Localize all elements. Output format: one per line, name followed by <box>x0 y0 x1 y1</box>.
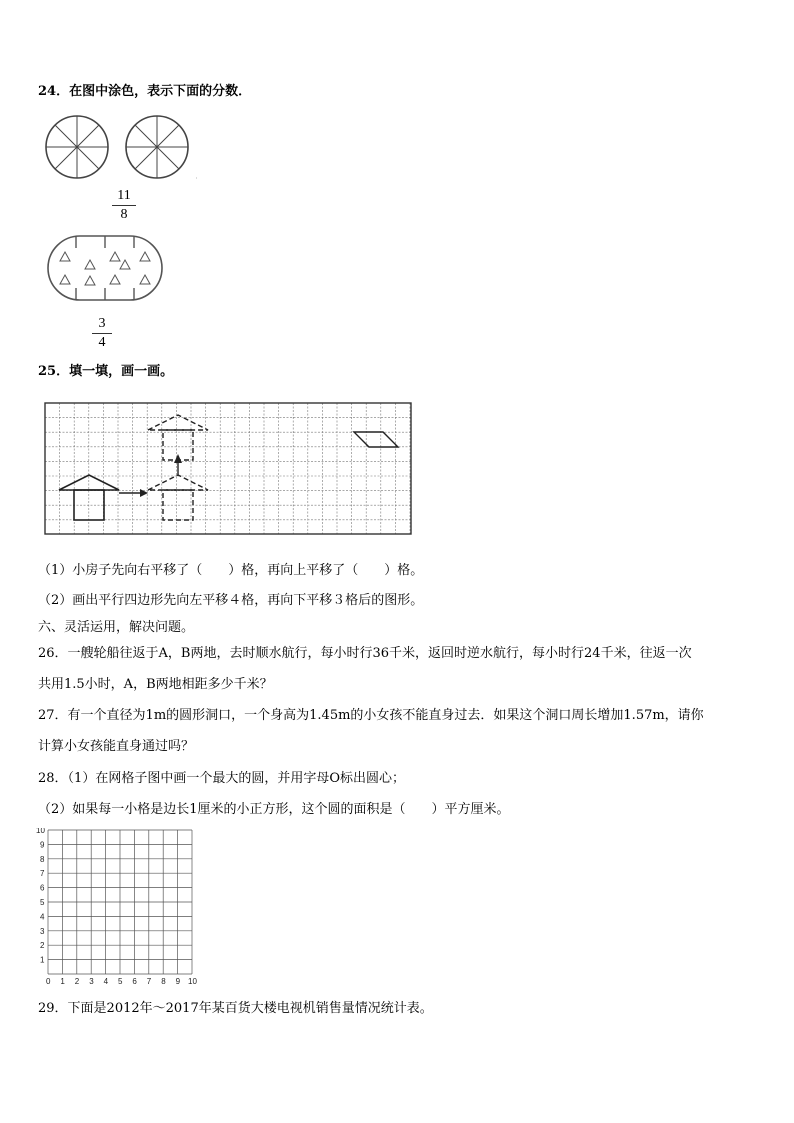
y-axis-label: 3 <box>40 926 45 936</box>
y-axis-label: 9 <box>40 840 45 850</box>
translation-grid-figure <box>44 402 414 536</box>
circle-left[interactable] <box>46 116 108 178</box>
y-axis-label: 1 <box>40 955 45 965</box>
y-axis-label: 2 <box>40 941 45 951</box>
triangle-capsule-figure <box>46 234 166 304</box>
circle-right[interactable] <box>126 116 188 178</box>
q25-title: 25．填一填，画一画。 <box>38 364 174 379</box>
section-six-heading: 六、灵活运用，解决问题。 <box>38 620 195 635</box>
x-axis-label: 0 <box>46 977 51 986</box>
house-translated-right <box>148 475 208 520</box>
x-axis-label: 7 <box>146 977 152 986</box>
q28-line2: （2）如果每一小格是边长1厘米的小正方形，这个圆的面积是（ ）平方厘米。 <box>38 802 510 817</box>
numerator: 3 <box>98 316 106 331</box>
house-translated-up <box>148 415 208 460</box>
q25-sub1: （1）小房子先向右平移了（ ）格，再向上平移了（ ）格。 <box>38 563 424 578</box>
y-axis-label: 5 <box>40 898 45 907</box>
numerator: 11 <box>117 188 131 203</box>
x-axis-label: 2 <box>74 977 80 986</box>
x-axis-label: 6 <box>132 977 137 986</box>
y-axis-label: 4 <box>40 912 45 922</box>
q24-title: 24．在图中涂色，表示下面的分数． <box>38 84 252 99</box>
x-axis-label: 4 <box>103 977 109 986</box>
q28-line1: 28．（1）在网格子图中画一个最大的圆，并用字母O标出圆心； <box>38 771 405 786</box>
q25-sub2: （2）画出平行四边形先向左平移４格，再向下平移３格后的图形。 <box>38 593 424 608</box>
fraction-three-quarters <box>92 316 112 351</box>
y-axis-label: 10 <box>36 828 45 835</box>
x-axis-label: 5 <box>118 977 123 986</box>
q26-line2: 共用1.5小时，A，B两地相距多少千米？ <box>38 677 273 692</box>
denominator: 4 <box>98 335 106 350</box>
triangle-icons[interactable] <box>60 252 150 285</box>
q29-title: 29．下面是2012年～2017年某百货大楼电视机销售量情况统计表。 <box>38 1001 433 1016</box>
x-axis-label: 9 <box>175 977 181 986</box>
x-axis-label: 10 <box>188 977 197 986</box>
coordinate-grid-figure[interactable] <box>34 828 204 988</box>
q27-line1: 27．有一个直径为1m的圆形洞口，一个身高为1.45m的小女孩不能直身过去．如果这个洞口周长增加1.57m，请你 <box>38 708 704 723</box>
arrow-right-icon <box>140 489 148 497</box>
arrow-up-icon <box>174 454 182 463</box>
denominator: 8 <box>120 207 128 222</box>
parallelogram-shape[interactable] <box>354 432 398 447</box>
fraction-eleven-eighths <box>112 188 136 223</box>
y-axis-label: 6 <box>40 883 45 893</box>
y-axis-label: 7 <box>40 869 45 879</box>
fraction-circles-figure <box>40 112 200 187</box>
q27-line2: 计算小女孩能直身通过吗？ <box>38 739 195 754</box>
x-axis-label: 3 <box>89 977 94 986</box>
x-axis-label: 1 <box>60 977 65 986</box>
q26-line1: 26．一艘轮船往返于A，B两地，去时顺水航行，每小时行36千米，返回时逆水航行，每小时行24千米，往返一次 <box>38 646 692 661</box>
y-axis-label: 8 <box>40 854 45 864</box>
x-axis-label: 8 <box>161 977 166 986</box>
